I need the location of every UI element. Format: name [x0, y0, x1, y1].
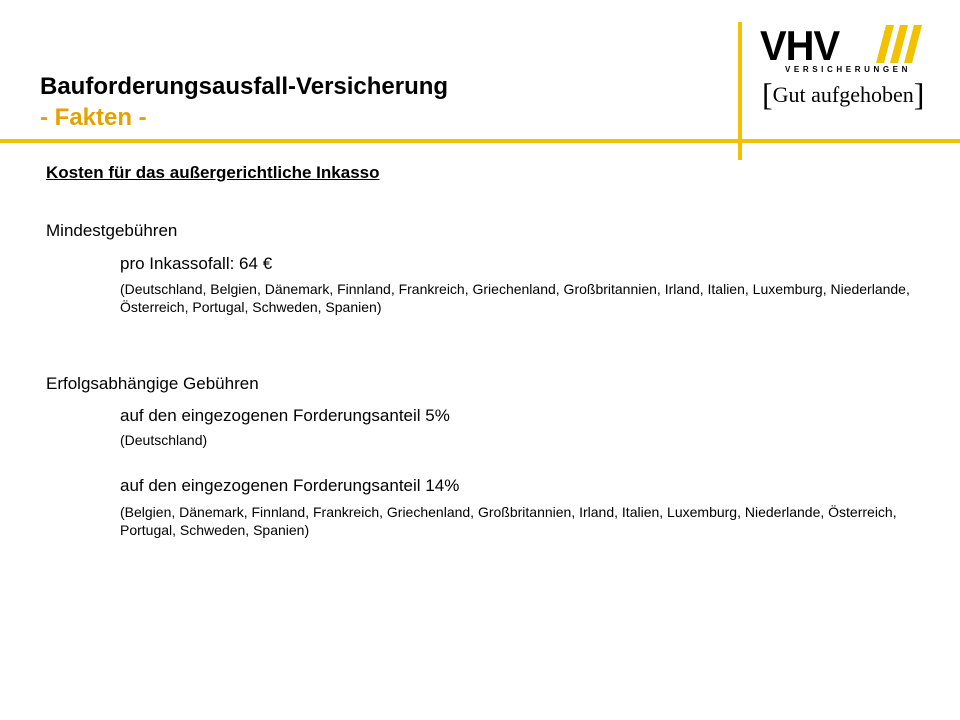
slogan-bracket-open: [: [762, 76, 773, 112]
logo-stripes-icon: [876, 25, 922, 63]
logo-brand: VHV: [760, 22, 840, 69]
vhv-logo: [760, 22, 940, 122]
min-fees-countries: (Deutschland, Belgien, Dänemark, Finnland, Frankreich, Griechenland, Großbritannien, Irland, Italien, Luxemburg, Niederlande, Österreich, Portugal, Schweden, Spanien): [120, 281, 910, 315]
section-heading: Kosten für das außergerichtliche Inkasso: [46, 163, 380, 182]
slogan-bracket-close: ]: [913, 76, 925, 112]
success-fees-countries-2: (Belgien, Dänemark, Finnland, Frankreich, Griechenland, Großbritannien, Irland, Italien, Luxemburg, Niederlande, Österreich, Portugal, Schweden, Spanien): [120, 504, 897, 538]
success-fees-label: Erfolgsabhängige Gebühren: [46, 374, 259, 393]
success-fees-countries-1: (Deutschland): [120, 432, 208, 448]
horizontal-accent-line: [0, 139, 960, 143]
slide-subtitle: - Fakten -: [40, 104, 147, 131]
min-fees-label: Mindestgebühren: [46, 221, 178, 240]
slide-title: Bauforderungsausfall-Versicherung: [40, 73, 449, 100]
success-fees-item-1: auf den eingezogenen Forderungsanteil 5%: [120, 406, 450, 425]
min-fees-item: pro Inkassofall: 64 €: [120, 254, 273, 273]
logo-subtext: VERSICHERUNGEN: [785, 65, 911, 74]
slogan-text: Gut aufgehoben: [772, 82, 914, 107]
logo-slogan: [762, 74, 924, 115]
success-fees-item-2: auf den eingezogenen Forderungsanteil 14%: [120, 476, 460, 495]
